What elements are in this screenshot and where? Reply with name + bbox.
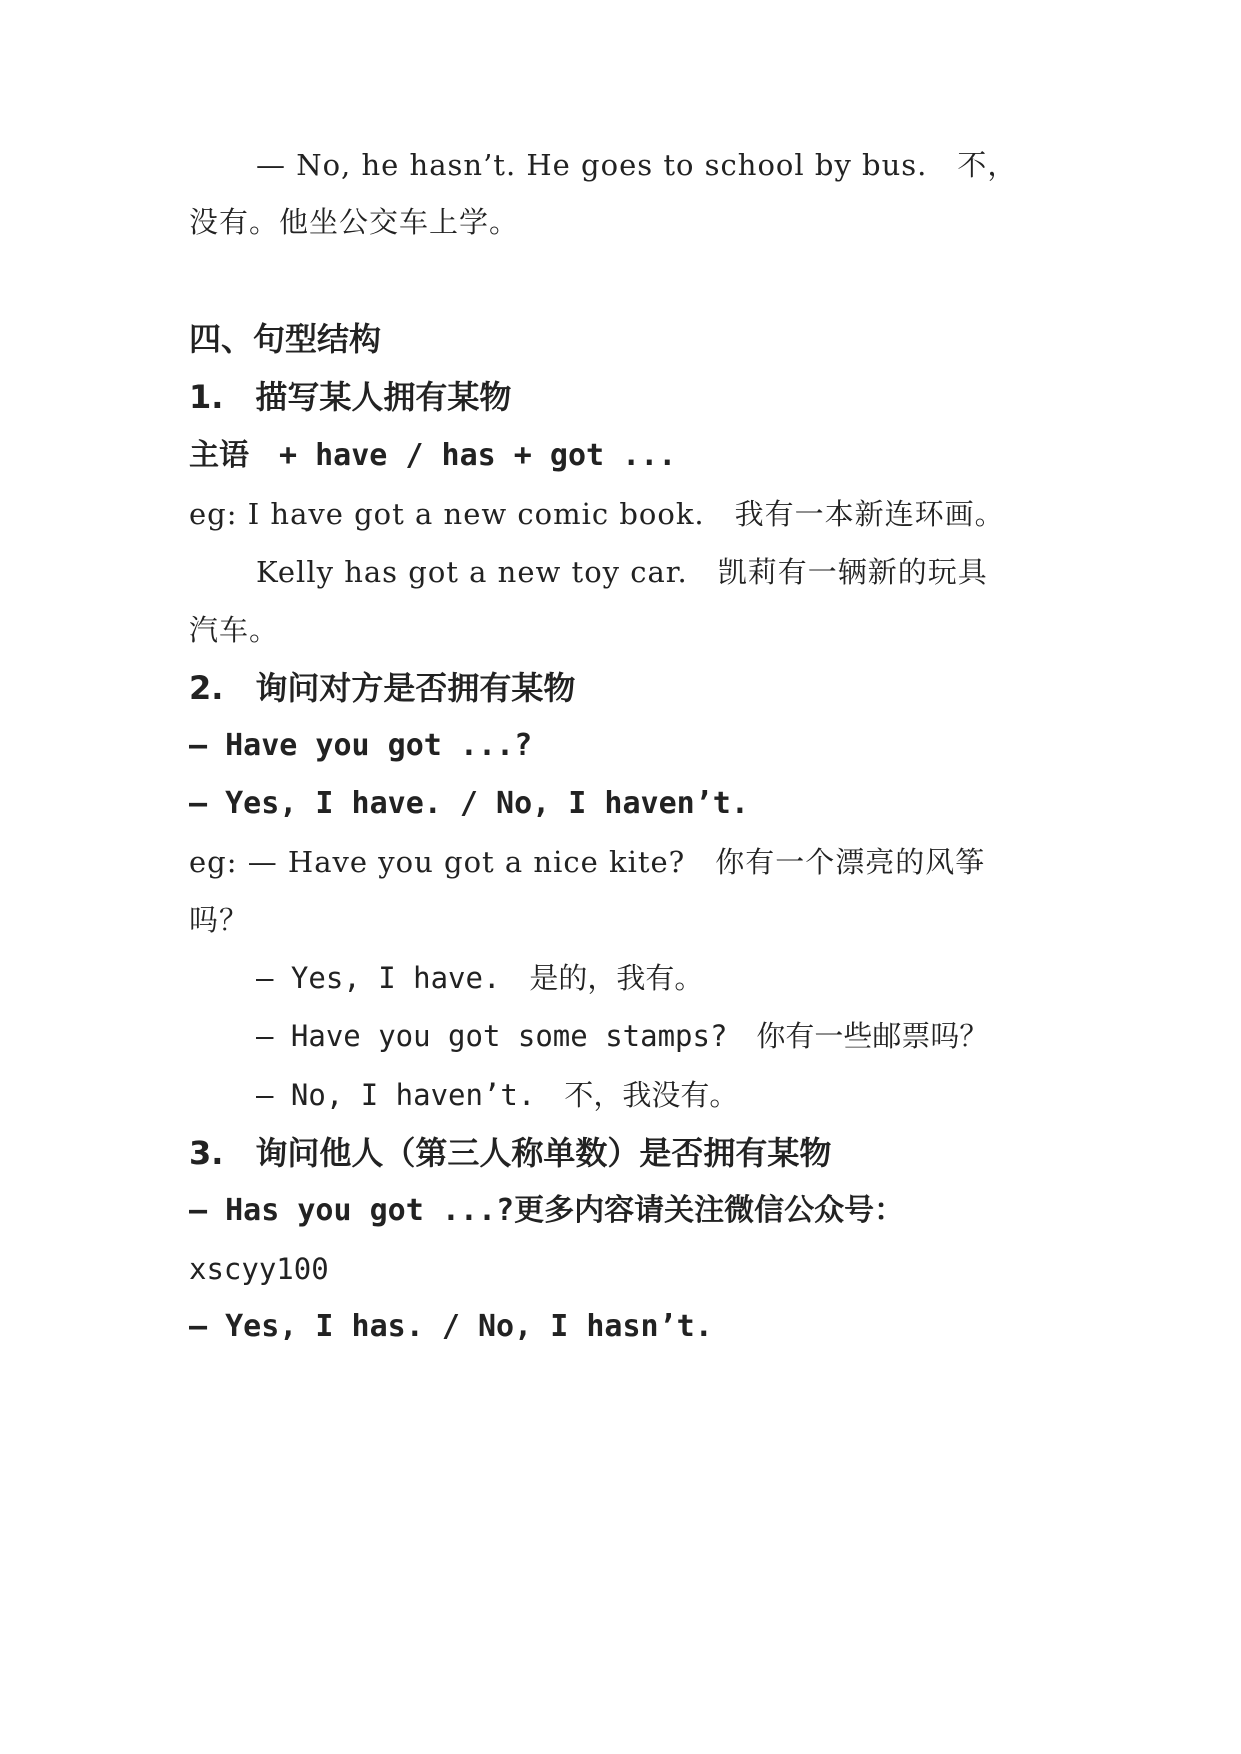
pattern-line: — Has you got ...?更多内容请关注微信公众号： — [189, 1193, 905, 1228]
example-line: eg: — Have you got a nice kite? 你有一个漂亮的风筝 — [189, 845, 986, 879]
example-line: — Have you got some stamps? 你有一些邮票吗？ — [256, 1019, 989, 1053]
subsection-heading: 2. 询问对方是否拥有某物 — [189, 669, 576, 707]
text-line: — No, he hasn’t. He goes to school by bus. 不， — [256, 148, 1018, 182]
example-line: eg: I have got a new comic book. 我有一本新连环画。 — [189, 497, 1005, 531]
example-line: — No, I haven’t. 不，我没有。 — [256, 1078, 739, 1112]
example-line: Kelly has got a new toy car. 凯莉有一辆新的玩具 — [256, 555, 988, 589]
text-line: xscyy100 — [189, 1252, 329, 1286]
text-line: 汽车。 — [189, 613, 280, 647]
pattern-line: — Yes, I has. / No, I hasn’t. — [189, 1309, 713, 1344]
pattern-line: — Yes, I have. / No, I haven’t. — [189, 786, 749, 821]
pattern-line: — Have you got ...? — [189, 728, 533, 763]
section-heading: 四、句型结构 — [189, 320, 382, 358]
pattern-line: 主语 + have / has + got ... — [189, 438, 677, 473]
subsection-heading: 1. 描写某人拥有某物 — [189, 378, 512, 416]
subsection-heading: 3. 询问他人（第三人称单数）是否拥有某物 — [189, 1134, 832, 1172]
text-line: 没有。他坐公交车上学。 — [189, 205, 520, 239]
example-line: — Yes, I have. 是的，我有。 — [256, 961, 704, 995]
text-line: 吗？ — [189, 903, 250, 937]
